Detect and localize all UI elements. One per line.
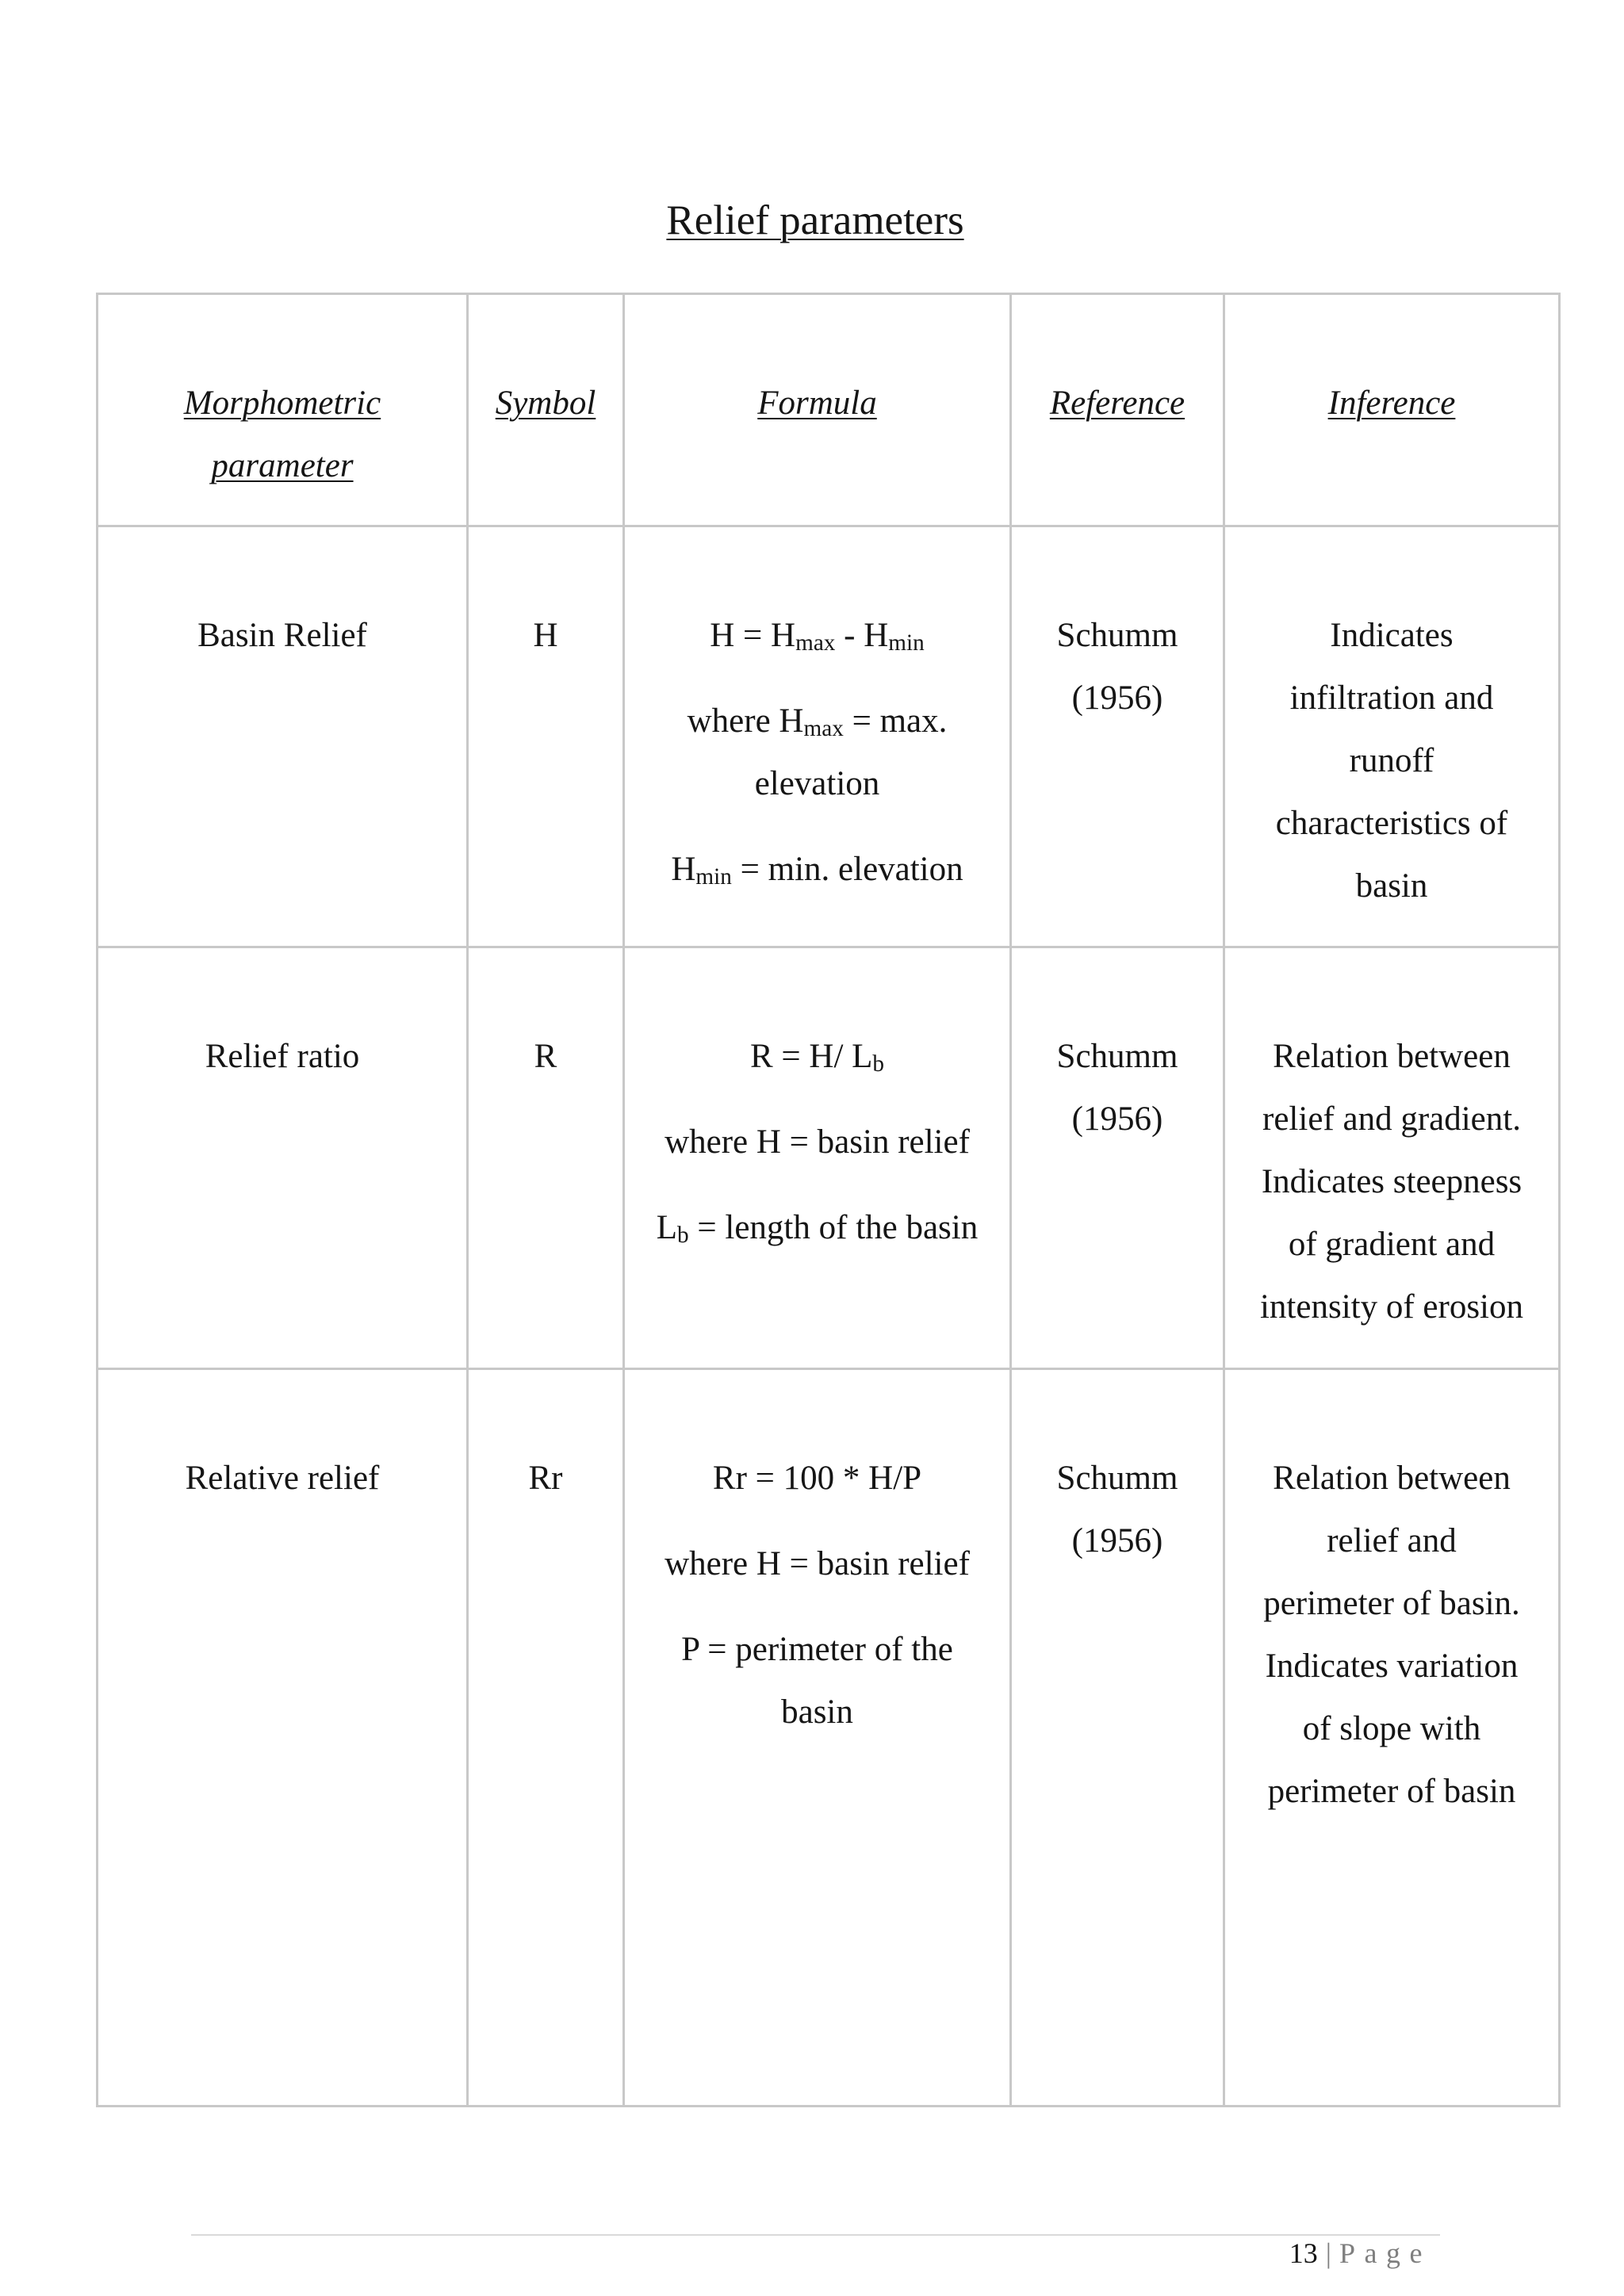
formula-line — [636, 1447, 998, 1510]
formula-subscript: b — [872, 1050, 885, 1077]
formula-subscript: min — [695, 863, 732, 890]
footer-divider — [191, 2234, 1440, 2236]
symbol-text: R — [534, 1038, 557, 1075]
formula-line — [636, 604, 998, 667]
symbol-text: Rr — [528, 1460, 563, 1497]
formula-subscript: min — [888, 629, 925, 656]
cell-reference — [1011, 947, 1224, 1369]
header-symbol-label: Symbol — [495, 385, 596, 422]
formula-text: where H = basin relief — [665, 1545, 970, 1582]
formula-text: - H — [835, 617, 889, 654]
formula-text: = min. elevation — [731, 851, 963, 888]
formula-text: R = H/ L — [749, 1038, 873, 1075]
formula-text: P = perimeter of the basin — [681, 1631, 953, 1731]
cell-parameter — [98, 947, 468, 1369]
inference-text: Relation between relief and gradient. Indicates steepness of gradient and intensity of erosion — [1259, 1038, 1523, 1326]
cell-formula — [624, 1369, 1011, 2107]
inference-text: Indicates infiltration and runoff characteristics of basin — [1275, 617, 1508, 905]
formula-line — [636, 1618, 998, 1743]
header-inference — [1224, 294, 1560, 526]
formula-subscript: max — [795, 629, 836, 656]
table-row-basin-relief — [98, 526, 1560, 947]
header-inference-label: Inference — [1327, 385, 1456, 422]
inference-text: Relation between relief and perimeter of basin. Indicates variation of slope with perimeter of basin — [1263, 1460, 1520, 1810]
formula-line — [636, 1533, 998, 1595]
reference-text: Schumm (1956) — [1056, 1460, 1178, 1559]
page-footer — [1289, 2237, 1431, 2269]
cell-inference — [1224, 526, 1560, 947]
formula-text: H = H — [710, 617, 796, 654]
formula-line — [636, 1025, 998, 1088]
cell-reference — [1011, 526, 1224, 947]
reference-text: Schumm (1956) — [1056, 1038, 1178, 1138]
page-number: 13 — [1289, 2237, 1318, 2269]
parameter-text: Basin Relief — [197, 617, 367, 654]
footer-separator: | — [1325, 2237, 1331, 2269]
symbol-text: H — [533, 617, 558, 654]
relief-parameters-table — [96, 293, 1561, 2107]
cell-parameter — [98, 526, 468, 947]
parameter-text: Relief ratio — [205, 1038, 360, 1075]
reference-text: Schumm (1956) — [1056, 617, 1178, 717]
header-formula-label: Formula — [757, 385, 877, 422]
cell-reference — [1011, 1369, 1224, 2107]
cell-parameter — [98, 1369, 468, 2107]
header-parameter — [98, 294, 468, 526]
cell-symbol — [468, 947, 624, 1369]
header-reference — [1011, 294, 1224, 526]
table-row-relief-ratio — [98, 947, 1560, 1369]
header-reference-label: Reference — [1049, 385, 1185, 422]
cell-inference — [1224, 947, 1560, 1369]
cell-symbol — [468, 526, 624, 947]
formula-line — [636, 1111, 998, 1173]
header-parameter-label: Morphometric parameter — [183, 385, 381, 484]
table-header-row — [98, 294, 1560, 526]
formula-text: Rr = 100 * H/P — [712, 1460, 922, 1497]
formula-line — [636, 690, 998, 815]
cell-formula — [624, 947, 1011, 1369]
formula-line — [636, 838, 998, 901]
formula-text: L — [656, 1209, 678, 1246]
header-formula — [624, 294, 1011, 526]
formula-text: = length of the basin — [688, 1209, 979, 1246]
formula-text: = max. elevation — [754, 702, 948, 802]
formula-text: H — [671, 851, 696, 888]
formula-subscript: max — [803, 715, 844, 741]
cell-symbol — [468, 1369, 624, 2107]
page-title — [6, 195, 1624, 246]
formula-line — [636, 1196, 998, 1259]
cell-formula — [624, 526, 1011, 947]
formula-text: where H — [687, 702, 804, 740]
header-symbol — [468, 294, 624, 526]
cell-inference — [1224, 1369, 1560, 2107]
formula-text: where H = basin relief — [665, 1123, 970, 1161]
page-title-text: Relief parameters — [666, 197, 964, 243]
page-label: Page — [1339, 2237, 1431, 2269]
formula-subscript: b — [677, 1222, 689, 1248]
parameter-text: Relative relief — [185, 1460, 380, 1497]
table-row-relative-relief — [98, 1369, 1560, 2107]
